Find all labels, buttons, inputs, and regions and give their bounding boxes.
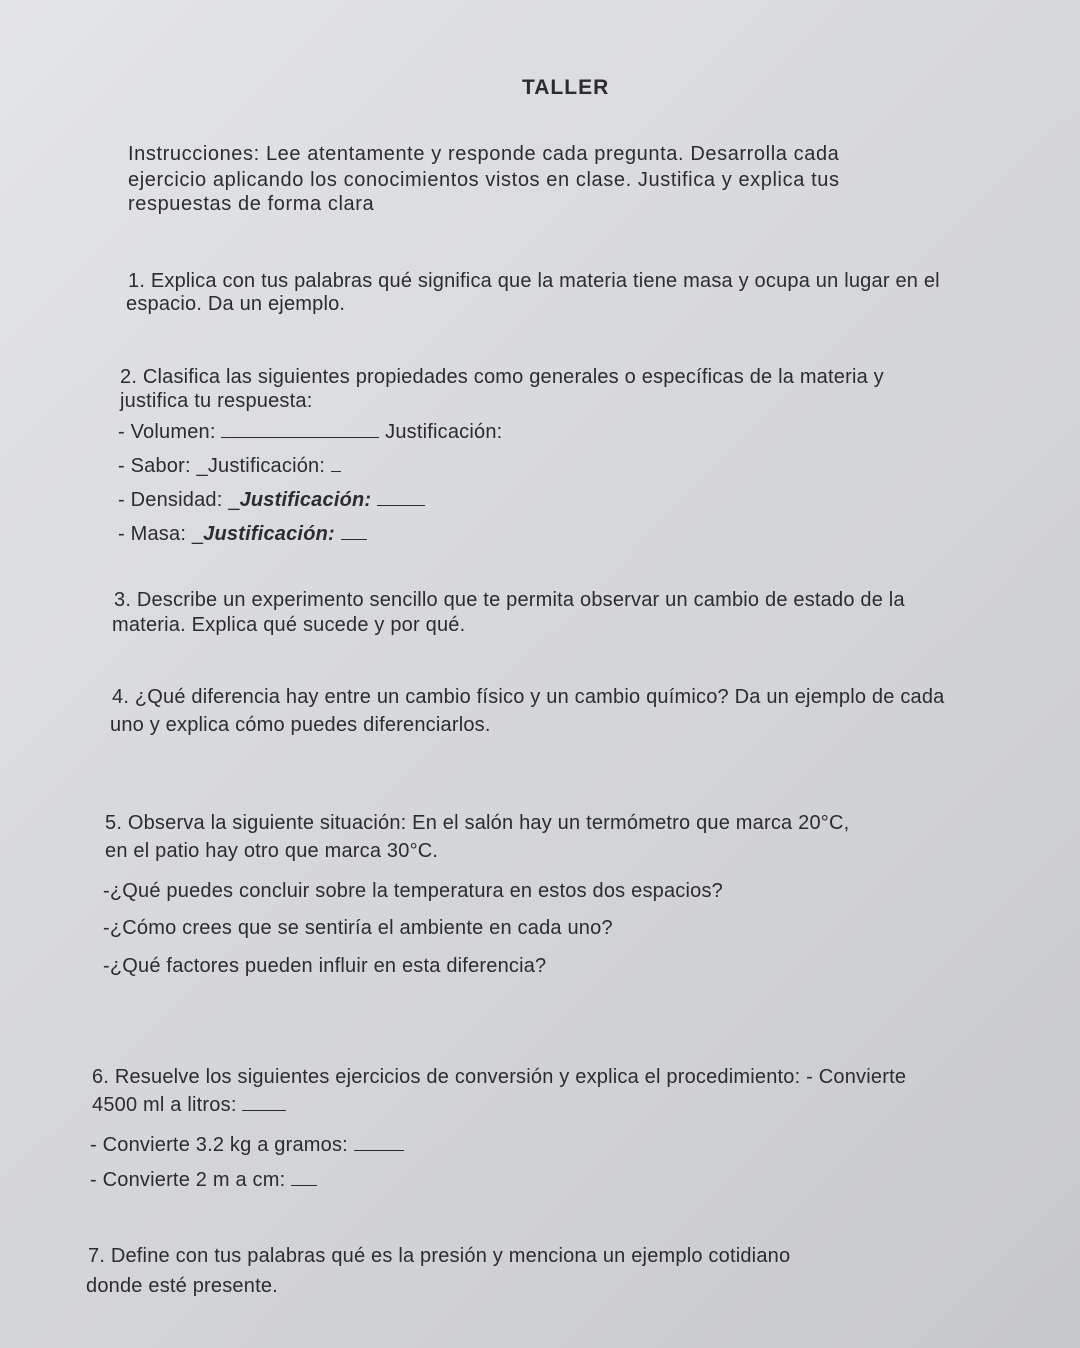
question-3-line-1: 3. Describe un experimento sencillo que te permita observar un cambio de estado de la bbox=[114, 589, 905, 611]
conversion-m-label: - Convierte 2 m a cm: bbox=[90, 1169, 286, 1191]
question-6-item-1 bbox=[90, 1134, 404, 1157]
answer-blank[interactable] bbox=[221, 423, 379, 438]
conversion-ml-label: 4500 ml a litros: bbox=[92, 1094, 237, 1116]
question-6-line-2 bbox=[92, 1094, 286, 1117]
question-2-line-1: 2. Clasifica las siguientes propiedades como generales o específicas de la materia y bbox=[120, 366, 884, 388]
answer-blank[interactable] bbox=[354, 1136, 404, 1151]
masa-label: - Masa: _ bbox=[118, 523, 204, 545]
question-7-line-1: 7. Define con tus palabras qué es la presión y menciona un ejemplo cotidiano bbox=[88, 1245, 791, 1267]
volumen-label: - Volumen: bbox=[118, 421, 216, 443]
question-4-line-2: uno y explica cómo puedes diferenciarlos. bbox=[110, 714, 491, 736]
question-5-line-1: 5. Observa la siguiente situación: En el salón hay un termómetro que marca 20°C, bbox=[105, 812, 850, 834]
answer-blank[interactable] bbox=[331, 457, 341, 472]
question-5-item-1: -¿Qué puedes concluir sobre la temperatura en estos dos espacios? bbox=[103, 880, 724, 902]
question-3-line-2: materia. Explica qué sucede y por qué. bbox=[112, 614, 466, 636]
question-1-line-2: espacio. Da un ejemplo. bbox=[126, 293, 346, 315]
sabor-label: - Sabor: _Justificación: bbox=[118, 455, 326, 477]
q2-item-masa bbox=[118, 523, 367, 546]
densidad-label: - Densidad: _ bbox=[118, 489, 240, 511]
instructions-line-2: ejercicio aplicando los conocimientos vistos en clase. Justifica y explica tus bbox=[128, 169, 840, 191]
q2-item-sabor bbox=[118, 455, 341, 478]
q2-item-densidad bbox=[118, 489, 425, 512]
answer-blank[interactable] bbox=[291, 1171, 317, 1186]
justification-label: Justificación: bbox=[203, 523, 335, 545]
instructions-line-1: Instrucciones: Lee atentamente y responde cada pregunta. Desarrolla cada bbox=[128, 143, 840, 165]
question-2-line-2: justifica tu respuesta: bbox=[120, 390, 313, 412]
question-4-line-1: 4. ¿Qué diferencia hay entre un cambio físico y un cambio químico? Da un ejemplo de cada bbox=[112, 686, 945, 708]
instructions-line-3: respuestas de forma clara bbox=[128, 193, 375, 215]
conversion-kg-label: - Convierte 3.2 kg a gramos: bbox=[90, 1134, 348, 1156]
q2-item-volumen bbox=[118, 421, 502, 444]
question-6-item-2 bbox=[90, 1169, 317, 1192]
page-title: TALLER bbox=[522, 76, 610, 99]
justification-label: Justificación: bbox=[239, 489, 372, 511]
question-5-item-2: -¿Cómo crees que se sentiría el ambiente en cada uno? bbox=[103, 917, 613, 939]
question-7-line-2: donde esté presente. bbox=[86, 1275, 278, 1297]
answer-blank[interactable] bbox=[242, 1096, 286, 1111]
question-6-line-1: 6. Resuelve los siguientes ejercicios de conversión y explica el procedimiento: - Convierte bbox=[92, 1066, 907, 1088]
question-1-line-1: 1. Explica con tus palabras qué significa que la materia tiene masa y ocupa un lugar en el bbox=[128, 270, 940, 292]
question-5-item-3: -¿Qué factores pueden influir en esta diferencia? bbox=[103, 955, 547, 977]
answer-blank[interactable] bbox=[341, 525, 367, 540]
justification-label: Justificación: bbox=[385, 421, 503, 443]
answer-blank[interactable] bbox=[377, 491, 425, 506]
question-5-line-2: en el patio hay otro que marca 30°C. bbox=[105, 840, 439, 862]
